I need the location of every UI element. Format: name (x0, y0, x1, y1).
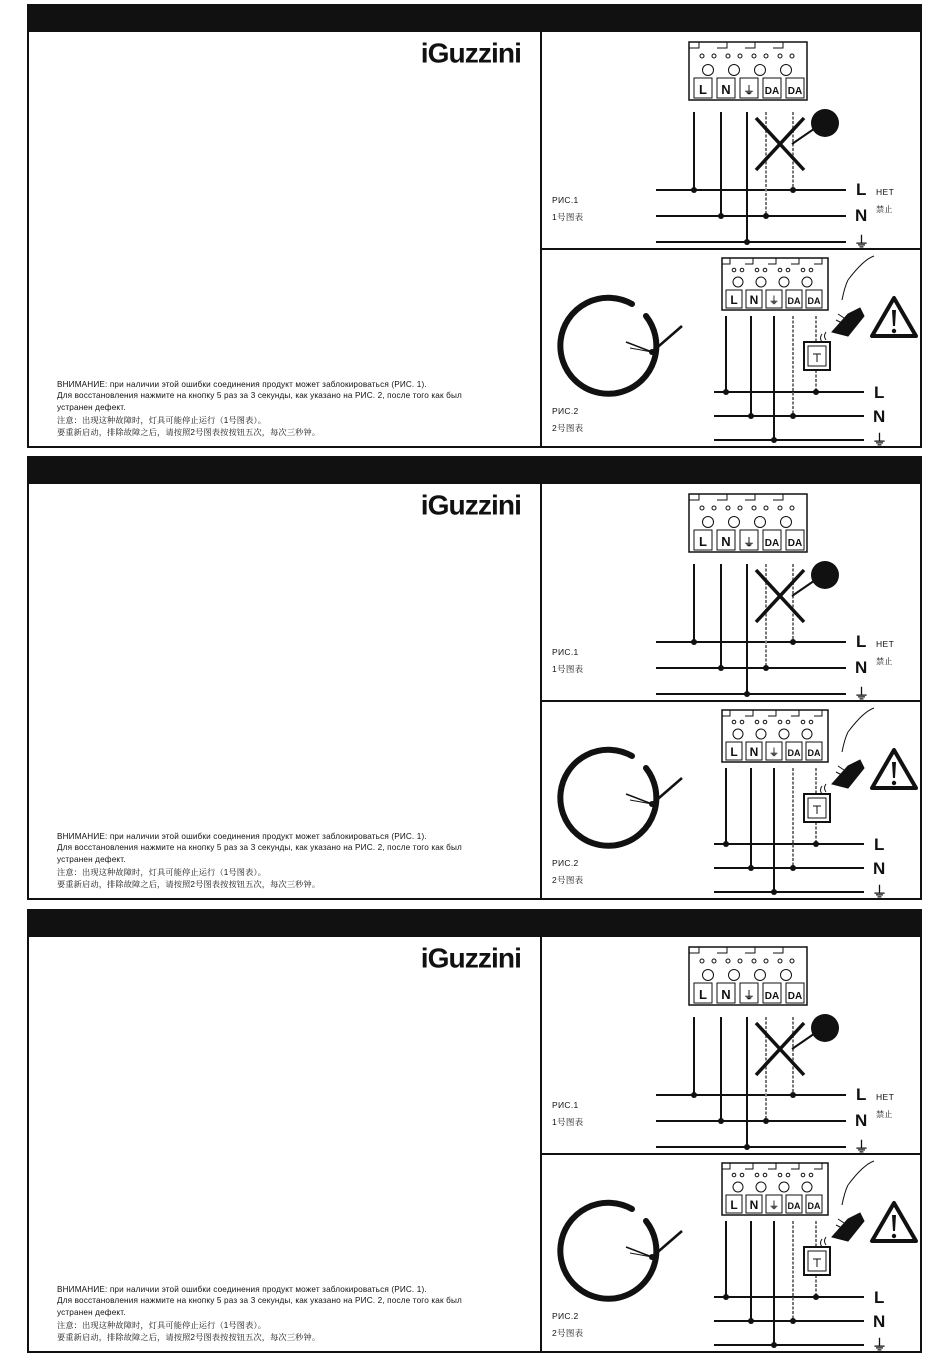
svg-text:⏚: ⏚ (769, 1201, 779, 1212)
svg-text:DA: DA (764, 991, 780, 1002)
supply-labels-2 (872, 383, 887, 446)
svg-text:DA: DA (807, 296, 821, 306)
forbidden-label-zh: 禁止 (876, 1110, 893, 1119)
svg-text:L: L (730, 1198, 738, 1212)
figure-1-wrong-wiring (542, 937, 920, 1155)
svg-text:N: N (721, 534, 731, 549)
svg-text:N: N (855, 206, 868, 225)
svg-text:DA: DA (787, 86, 803, 97)
push-button-icon (804, 794, 830, 822)
diagram-column (540, 32, 920, 446)
instruction-panel-2 (27, 456, 922, 900)
warning-triangle-icon (872, 298, 916, 336)
fig1-caption-ru: РИС.1 (552, 195, 579, 205)
svg-text:L: L (856, 1085, 867, 1104)
svg-text:N: N (721, 82, 731, 97)
notice-ru-line-3: устранен дефект. (57, 402, 126, 412)
fig2-caption (552, 1308, 583, 1342)
fig2-caption-ru: РИС.2 (552, 1311, 579, 1321)
fig2-caption-ru: РИС.2 (552, 406, 579, 416)
svg-text:⏚: ⏚ (743, 990, 755, 1002)
text-column (29, 484, 540, 898)
notice-ru-line-1: ВНИМАНИЕ: при наличии этой ошибки соединения продукт может заблокироваться (РИС. 1). (57, 832, 427, 841)
notice-ru-line-2: Для восстановления нажмите на кнопку 5 раз за 3 секунды, как указано на РИС. 2, после того как был (57, 1296, 462, 1306)
supply-labels (854, 1085, 869, 1153)
warning-triangle-icon (872, 1203, 916, 1241)
notice-ru-line-3: устранен дефект. (57, 1307, 126, 1317)
svg-text:DA: DA (787, 991, 803, 1002)
text-column (29, 937, 540, 1351)
svg-text:N: N (873, 407, 886, 426)
svg-text:N: N (873, 1312, 886, 1331)
fig1-caption (552, 192, 583, 226)
forbidden-label-ru: НЕТ (876, 1092, 895, 1102)
forbidden-cross-icon (756, 561, 839, 622)
svg-text:iGuzzini: iGuzzini (420, 943, 521, 973)
instruction-panel-3 (27, 909, 922, 1353)
svg-text:N: N (749, 745, 759, 759)
svg-text:L: L (856, 632, 867, 651)
svg-text:⏚: ⏚ (872, 432, 888, 446)
notice-ru-line-2: Для восстановления нажмите на кнопку 5 раз за 3 секунды, как указано на РИС. 2, после того как был (57, 391, 462, 401)
fig1-caption (552, 644, 583, 678)
fig1-wiring-diagram (542, 484, 924, 700)
svg-text:DA: DA (764, 86, 780, 97)
notice-zh-line-2: 要重新启动，排除故障之后，请按照2号图表按按钮五次，每次三秒钟。 (57, 879, 321, 889)
fig1-caption-zh: 1号图表 (552, 1117, 584, 1127)
notice-ru-line-1: ВНИМАНИЕ: при наличии этой ошибки соединения продукт может заблокироваться (РИС. 1). (57, 1285, 427, 1294)
warning-triangle-icon (872, 750, 916, 788)
fig2-wiring-diagram (542, 1155, 924, 1351)
notice-zh-line-1: 注意：出现这种故障时，灯具可能停止运行（1号图表）。 (57, 416, 267, 426)
terminal-block-icon (689, 42, 807, 100)
svg-text:L: L (699, 82, 707, 97)
fig2-wiring-diagram (542, 702, 924, 898)
figure-2-reset-procedure (542, 702, 920, 898)
forbidden-cross-icon (756, 1014, 839, 1075)
forbidden-label-ru: НЕТ (876, 639, 895, 649)
svg-text:⏚: ⏚ (872, 1337, 888, 1351)
forbidden-label-zh: 禁止 (876, 205, 893, 214)
svg-text:L: L (874, 1288, 885, 1307)
svg-text:⏚: ⏚ (854, 686, 870, 700)
svg-text:N: N (749, 293, 759, 307)
svg-text:DA: DA (787, 748, 801, 758)
diagram-column (540, 937, 920, 1351)
svg-text:L: L (730, 745, 738, 759)
supply-labels-2 (872, 1288, 887, 1351)
svg-text:DA: DA (807, 748, 821, 758)
svg-text:L: L (874, 383, 885, 402)
terminal-block-icon-2 (722, 258, 828, 310)
svg-text:L: L (730, 293, 738, 307)
fig1-caption (552, 1097, 583, 1131)
fig1-caption-zh: 1号图表 (552, 664, 584, 674)
svg-text:N: N (749, 1198, 759, 1212)
warning-notice (57, 379, 537, 438)
fig2-caption (552, 855, 583, 889)
svg-text:⏚: ⏚ (854, 1139, 870, 1153)
svg-text:N: N (873, 859, 886, 878)
supply-labels (854, 180, 869, 248)
fig2-caption-ru: РИС.2 (552, 858, 579, 868)
svg-text:DA: DA (787, 1201, 801, 1211)
fig2-caption-zh: 2号图表 (552, 1328, 584, 1338)
svg-text:⏚: ⏚ (854, 234, 870, 248)
iguzzini-logo (417, 943, 537, 973)
fig1-caption-ru: РИС.1 (552, 1100, 579, 1110)
notice-zh-line-1: 注意：出现这种故障时，灯具可能停止运行（1号图表）。 (57, 868, 267, 878)
svg-text:DA: DA (764, 538, 780, 549)
panel-header-bar (29, 911, 920, 937)
svg-text:iGuzzini: iGuzzini (420, 38, 521, 68)
svg-text:⏚: ⏚ (769, 748, 779, 759)
svg-text:iGuzzini: iGuzzini (420, 490, 521, 520)
fig2-caption-zh: 2号图表 (552, 875, 584, 885)
notice-ru-line-1: ВНИМАНИЕ: при наличии этой ошибки соединения продукт может заблокироваться (РИС. 1). (57, 380, 427, 389)
svg-text:DA: DA (787, 296, 801, 306)
notice-ru-line-3: устранен дефект. (57, 854, 126, 864)
fig1-caption-zh: 1号图表 (552, 212, 584, 222)
svg-text:DA: DA (787, 538, 803, 549)
svg-text:L: L (856, 180, 867, 199)
text-column (29, 32, 540, 446)
fig2-caption (552, 403, 583, 437)
notice-zh-line-1: 注意：出现这种故障时，灯具可能停止运行（1号图表）。 (57, 1321, 267, 1331)
figure-2-reset-procedure (542, 250, 920, 446)
terminal-block-icon-2 (722, 710, 828, 762)
svg-text:L: L (699, 534, 707, 549)
notice-ru-line-2: Для восстановления нажмите на кнопку 5 раз за 3 секунды, как указано на РИС. 2, после того как был (57, 843, 462, 853)
svg-text:L: L (699, 987, 707, 1002)
notice-zh-line-2: 要重新启动，排除故障之后，请按照2号图表按按钮五次，每次三秒钟。 (57, 427, 321, 437)
figure-1-wrong-wiring (542, 484, 920, 702)
push-button-icon (804, 1247, 830, 1275)
svg-text:N: N (855, 1111, 868, 1130)
timer-clock-icon (560, 298, 682, 394)
forbidden-label-zh: 禁止 (876, 657, 893, 666)
iguzzini-logo (417, 38, 537, 68)
svg-text:L: L (874, 835, 885, 854)
warning-notice (57, 831, 537, 890)
timer-clock-icon (560, 750, 682, 846)
fig1-wiring-diagram (542, 937, 924, 1153)
panel-header-bar (29, 6, 920, 32)
svg-text:⏚: ⏚ (743, 85, 755, 97)
svg-text:⏚: ⏚ (872, 884, 888, 898)
terminal-block-icon (689, 494, 807, 552)
notice-zh-line-2: 要重新启动，排除故障之后，请按照2号图表按按钮五次，每次三秒钟。 (57, 1332, 321, 1342)
warning-notice (57, 1284, 537, 1343)
supply-labels-2 (872, 835, 887, 898)
diagram-column (540, 484, 920, 898)
fig2-caption-zh: 2号图表 (552, 423, 584, 433)
iguzzini-logo (417, 490, 537, 520)
timer-clock-icon (560, 1203, 682, 1299)
figure-1-wrong-wiring (542, 32, 920, 250)
supply-labels (854, 632, 869, 700)
forbidden-cross-icon (756, 109, 839, 170)
svg-text:⏚: ⏚ (743, 537, 755, 549)
svg-text:N: N (855, 658, 868, 677)
svg-text:N: N (721, 987, 731, 1002)
terminal-block-icon (689, 947, 807, 1005)
svg-text:⏚: ⏚ (769, 296, 779, 307)
fig2-wiring-diagram (542, 250, 924, 446)
terminal-block-icon-2 (722, 1163, 828, 1215)
forbidden-label-ru: НЕТ (876, 187, 895, 197)
push-button-icon (804, 342, 830, 370)
instruction-panel-1 (27, 4, 922, 448)
fig1-caption-ru: РИС.1 (552, 647, 579, 657)
svg-text:DA: DA (807, 1201, 821, 1211)
panel-header-bar (29, 458, 920, 484)
figure-2-reset-procedure (542, 1155, 920, 1351)
fig1-wiring-diagram (542, 32, 924, 248)
